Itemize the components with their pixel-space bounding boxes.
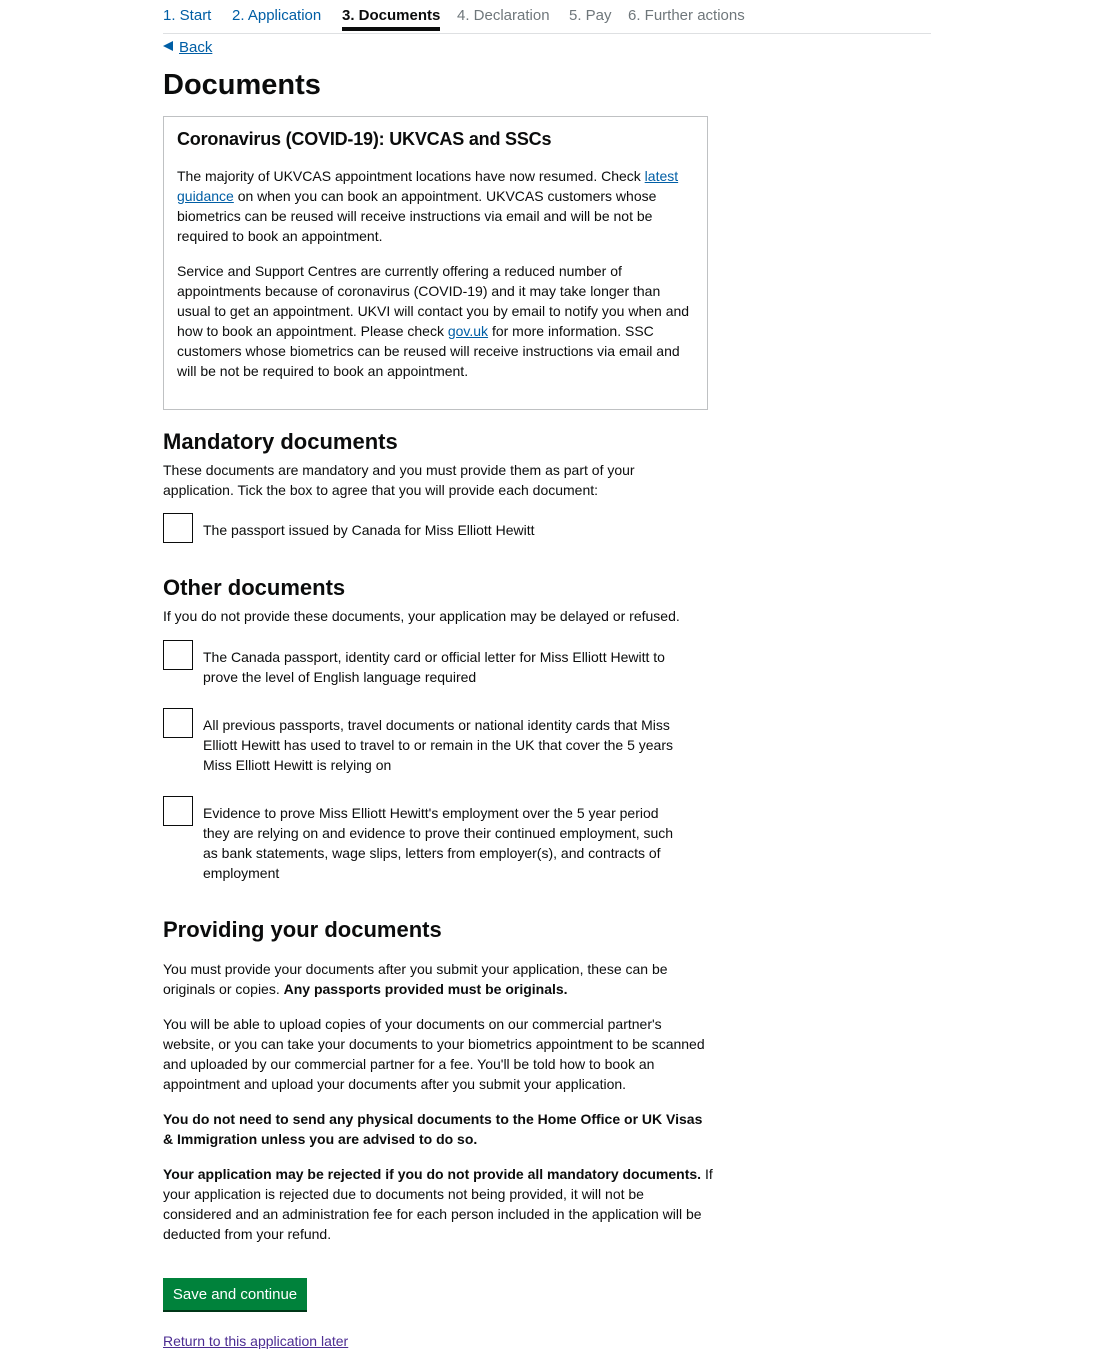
- providing-paragraph-1: [163, 959, 703, 999]
- covid-panel-paragraph-2: [177, 261, 694, 381]
- covid-panel-title: Coronavirus (COVID-19): UKVCAS and SSCs: [177, 129, 552, 149]
- mandatory-document-label: The passport issued by Canada for Miss Elliott Hewitt: [203, 522, 535, 538]
- step-application[interactable]: 2. Application: [232, 7, 322, 24]
- other-document-label: The Canada passport, identity card or official letter for Miss Elliott Hewitt to prove the level of English language required: [203, 649, 665, 685]
- back-link[interactable]: [163, 39, 212, 56]
- step-declaration: 4. Declaration: [457, 7, 550, 24]
- covid-p1-text: The majority of UKVCAS appointment locations have now resumed. Check: [177, 168, 645, 184]
- step-start[interactable]: 1. Start: [163, 7, 212, 24]
- page-title: Documents: [163, 69, 321, 101]
- other-document-checkbox[interactable]: [163, 708, 193, 738]
- step-pay: 5. Pay: [569, 7, 612, 24]
- other-document-label: All previous passports, travel documents or national identity cards that Miss Elliott Hewitt has used to travel to or remain in the UK that cover the 5 years Miss Elliott Hewitt is relying on: [203, 717, 673, 773]
- providing-p1-text: You must provide your documents after you submit your application, these can be originals or copies.: [163, 961, 668, 997]
- step-navigation: [163, 0, 931, 34]
- providing-p1-bold: Any passports provided must be originals.: [283, 981, 568, 997]
- other-documents-heading: Other documents: [163, 575, 346, 600]
- back-link-label: Back: [179, 39, 213, 56]
- main-container: [163, 0, 931, 1349]
- save-and-continue-button[interactable]: Save and continue: [163, 1278, 307, 1310]
- gov-uk-link[interactable]: gov.uk: [447, 323, 489, 339]
- covid-p2-text: Service and Support Centres are currently offering a reduced number of appointments because of coronavirus (COVID-19) and it may take longer than usual to get an appointment. UKVI will contact you by email to notify you when and how to book an appointment. Please check: [177, 263, 690, 339]
- providing-paragraph-2: You will be able to upload copies of your documents on our commercial partner's website, or you can take your documents to your biometrics appointment to be scanned and uploaded by our commercial partner for a fee. You'll be told how to book an appointment and upload your documents after you submit your application.: [163, 1016, 705, 1092]
- covid-panel-paragraph-1: [177, 166, 694, 246]
- covid-p2-text-after: for more information. SSC customers whose biometrics can be reused will receive instructions via email and will be not be required to book an appointment.: [177, 323, 680, 379]
- mandatory-document-checkbox[interactable]: [163, 513, 193, 543]
- mandatory-documents-heading: Mandatory documents: [163, 429, 398, 454]
- step-further-actions: 6. Further actions: [628, 7, 745, 24]
- providing-paragraph-4: [163, 1164, 715, 1244]
- back-arrow-icon: [163, 41, 173, 51]
- other-document-label: Evidence to prove Miss Elliott Hewitt's employment over the 5 year period they are relying on and evidence to prove their continued employment, such as bank statements, wage slips, letters from employer(s), and contracts of employment: [203, 805, 674, 881]
- latest-guidance-link[interactable]: latest guidance: [177, 168, 679, 204]
- other-document-checkbox[interactable]: [163, 796, 193, 826]
- providing-p4-text: If your application is rejected due to documents not being provided, it will not be considered and an administration fee for each person included in the application will be deducted from your refund.: [163, 1166, 713, 1242]
- other-document-checkbox[interactable]: [163, 640, 193, 670]
- providing-paragraph-3: You do not need to send any physical documents to the Home Office or UK Visas & Immigration unless you are advised to do so.: [163, 1111, 703, 1147]
- covid-info-panel: [163, 116, 708, 410]
- mandatory-documents-intro: These documents are mandatory and you must provide them as part of your application. Tick the box to agree that you will provide each document:: [163, 462, 635, 498]
- step-documents: 3. Documents: [342, 7, 441, 24]
- covid-p1-text-after: on when you can book an appointment. UKVCAS customers whose biometrics can be reused will receive instructions via email and will be not be required to book an appointment.: [177, 188, 657, 244]
- providing-p4-bold: Your application may be rejected if you do not provide all mandatory documents.: [163, 1166, 702, 1182]
- return-later-link[interactable]: Return to this application later: [163, 1333, 349, 1349]
- other-documents-intro: If you do not provide these documents, your application may be delayed or refused.: [163, 608, 680, 624]
- providing-documents-heading: Providing your documents: [163, 917, 442, 942]
